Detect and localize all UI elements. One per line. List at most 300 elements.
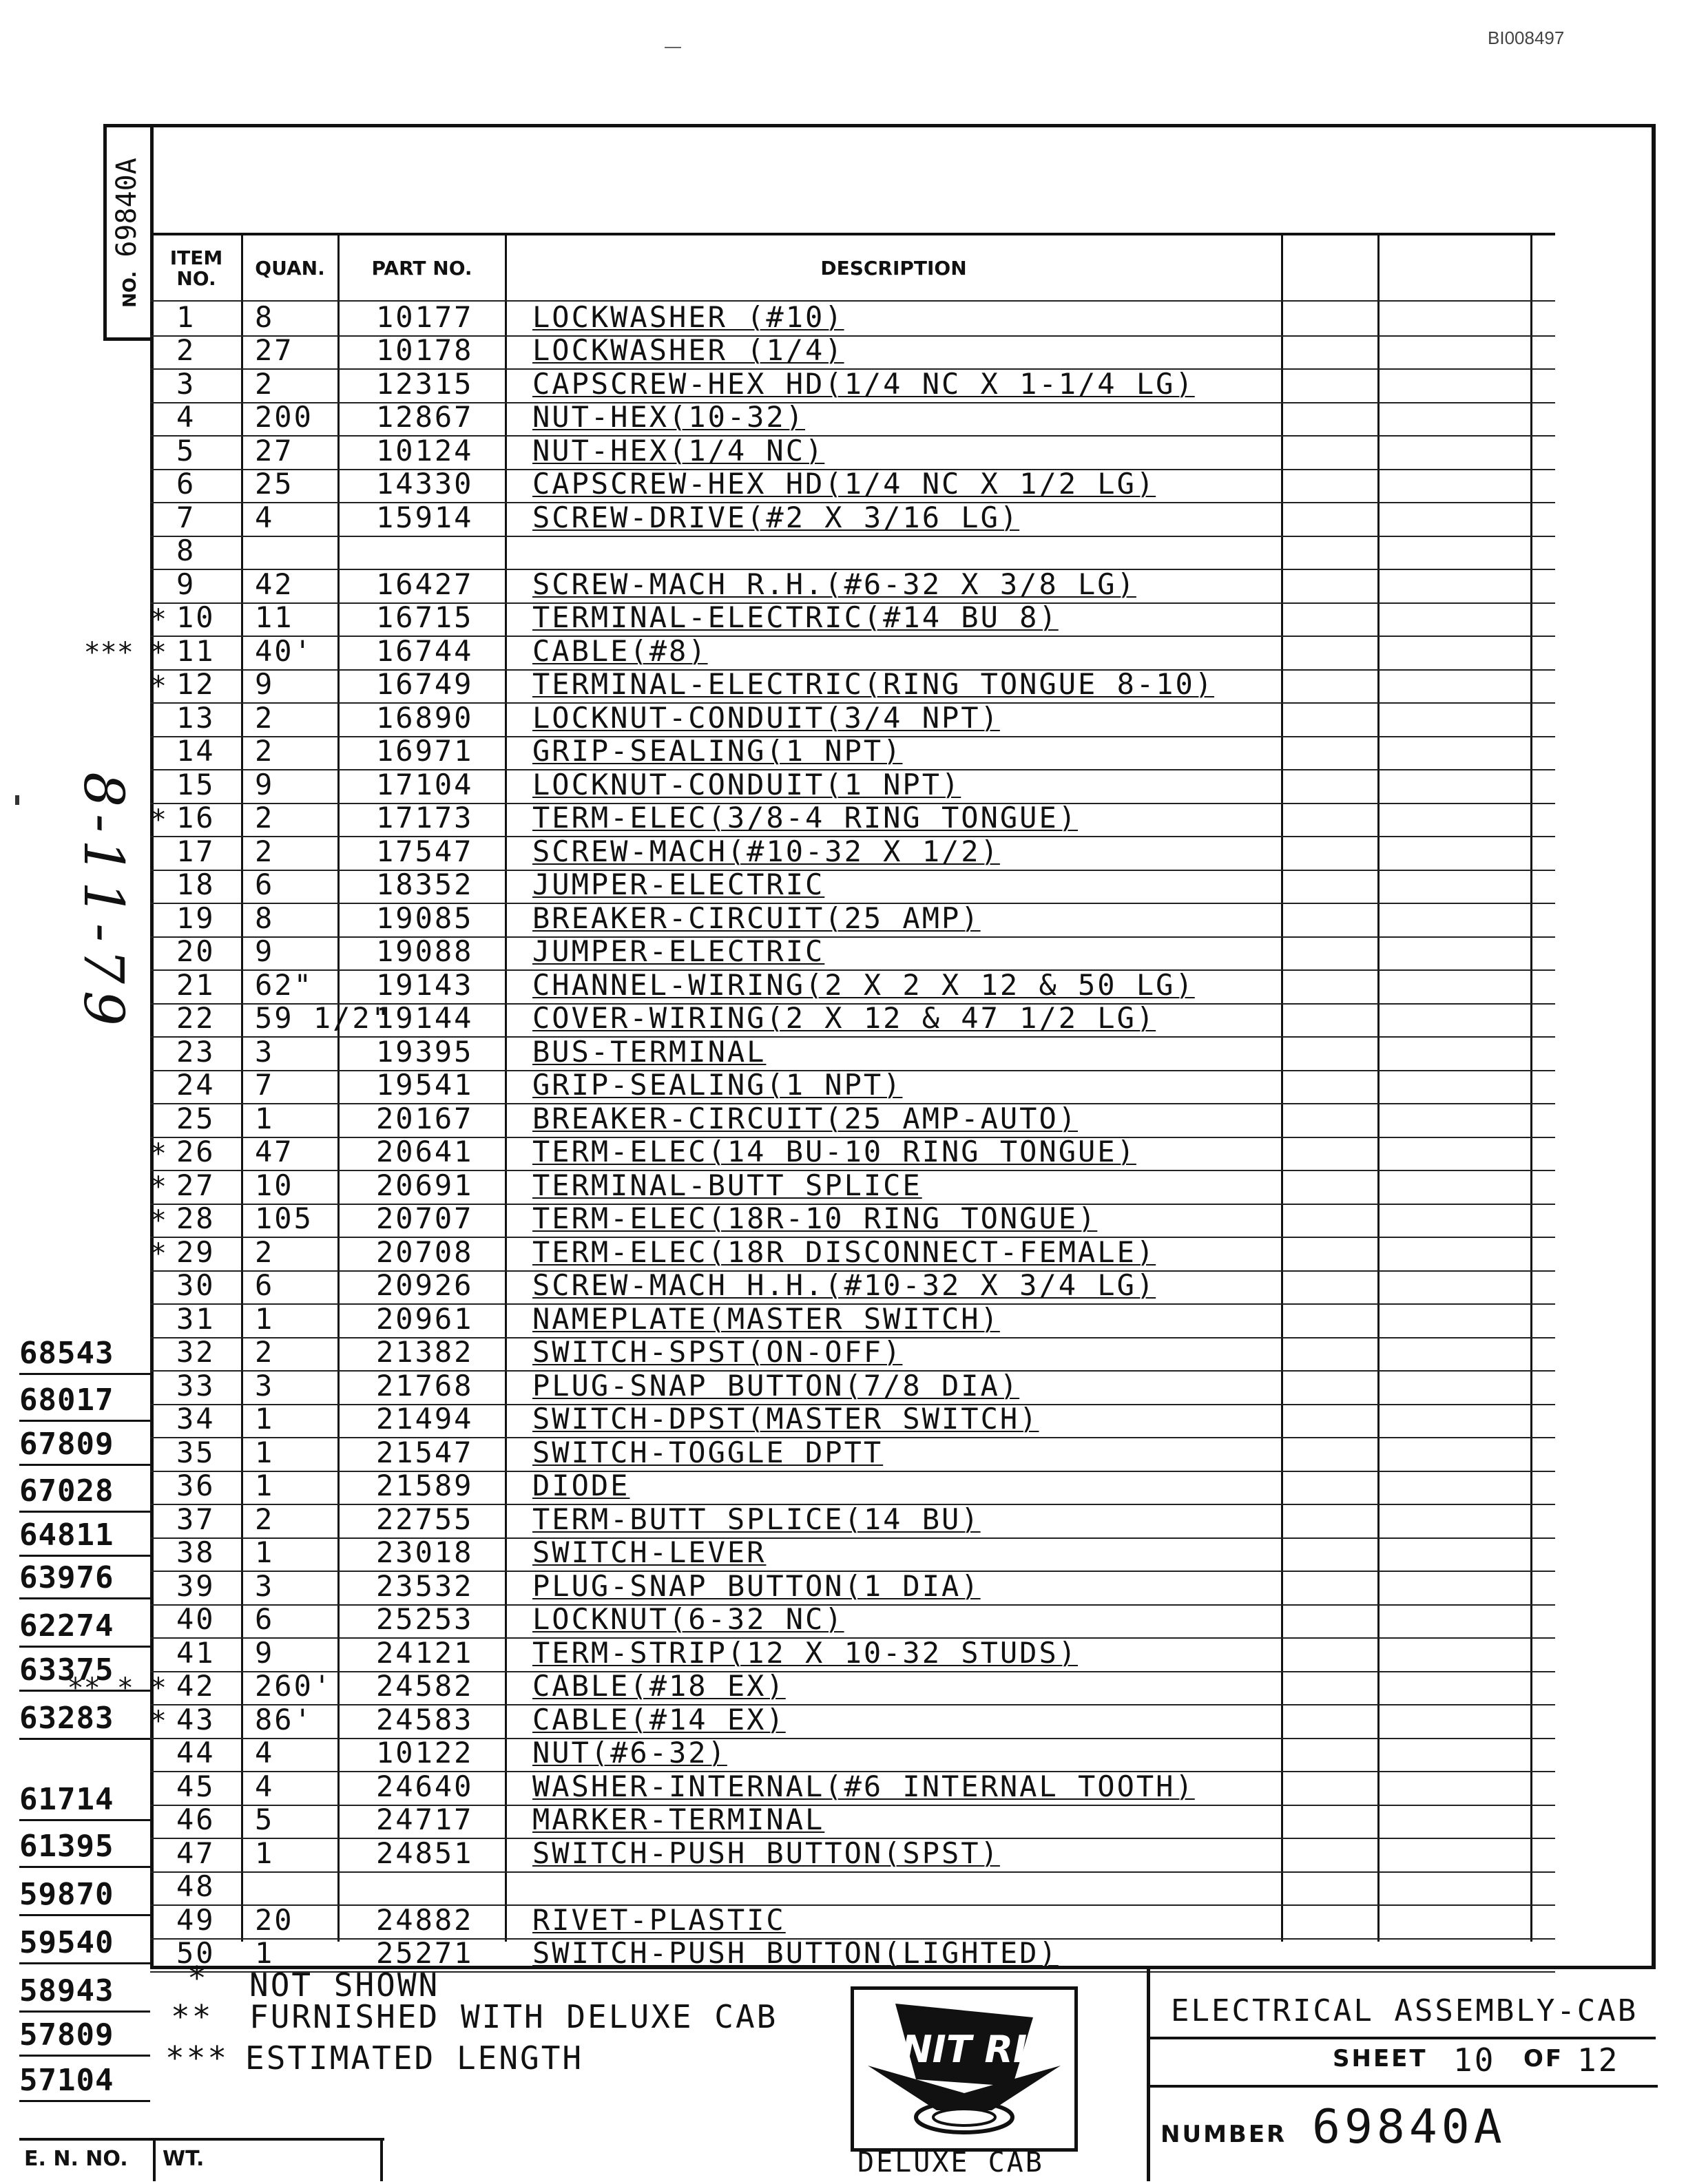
engineering-notice-rule — [19, 1914, 150, 1916]
item-cell: 29 — [176, 1235, 216, 1269]
item-cell: 16 — [176, 801, 216, 834]
item-cell: 5 — [176, 433, 196, 468]
item-cell: 18 — [176, 868, 216, 901]
table-row — [150, 1036, 1555, 1070]
description-cell: TERMINAL-ELECTRIC(#14 BU 8) — [532, 600, 1059, 634]
item-cell: 3 — [176, 366, 196, 401]
engineering-notice-number: 67028 — [19, 1473, 114, 1509]
quan-cell: 105 — [255, 1201, 313, 1235]
note-symbol-1: * — [187, 1960, 209, 1997]
quan-cell: 40' — [255, 633, 313, 668]
note-text-1: NOT SHOWN — [249, 1966, 440, 2004]
engineering-notice-number: 68543 — [19, 1336, 114, 1371]
description-cell: JUMPER-ELECTRIC — [532, 868, 825, 901]
part-number-cell: 16971 — [376, 734, 474, 768]
engineering-notice-number: 63976 — [19, 1560, 114, 1595]
unit-rig-logo — [851, 1986, 1078, 2152]
engineering-notice-rule — [19, 1738, 150, 1740]
quan-cell: 9 — [255, 767, 275, 801]
table-row — [150, 1303, 1555, 1337]
part-number-cell: 16715 — [376, 600, 474, 634]
part-number-cell: 20961 — [376, 1301, 474, 1336]
description-cell: SCREW-DRIVE(#2 X 3/16 LG) — [532, 500, 1020, 534]
quan-cell: 86' — [255, 1702, 313, 1736]
quan-cell: 2 — [255, 834, 275, 868]
table-row — [150, 1404, 1555, 1438]
part-number-cell: 19143 — [376, 967, 474, 1002]
table-row — [150, 1437, 1555, 1471]
sheet-total: 12 — [1577, 2041, 1620, 2079]
part-number-cell: 24121 — [376, 1635, 474, 1670]
part-number-cell: 25253 — [376, 1602, 474, 1636]
engineering-notice-number: 57104 — [19, 2063, 114, 2098]
note-symbol-3: *** — [165, 2039, 229, 2077]
item-cell: 22 — [176, 1001, 216, 1035]
item-cell: 17 — [176, 834, 216, 868]
table-row — [150, 602, 1555, 636]
item-cell: 48 — [176, 1869, 216, 1903]
number-label: NUMBER — [1161, 2121, 1287, 2148]
table-row — [150, 1805, 1555, 1838]
engineering-notice-rule — [19, 1597, 150, 1599]
description-cell: TERM-STRIP(12 X 10-32 STUDS) — [532, 1635, 1079, 1670]
description-cell: TERM-ELEC(18R DISCONNECT-FEMALE) — [532, 1235, 1156, 1269]
document-id: BI008497 — [1488, 28, 1565, 48]
wt-end — [380, 2138, 383, 2181]
engineering-notice-number: 58943 — [19, 1973, 114, 2008]
description-cell: DIODE — [532, 1469, 630, 1502]
item-cell: 42 — [176, 1669, 216, 1703]
item-cell: 13 — [176, 700, 216, 735]
part-number-cell: 18352 — [376, 868, 474, 901]
table-row — [150, 903, 1555, 936]
table-row — [150, 1671, 1555, 1705]
engineering-notice-number: 57809 — [19, 2017, 114, 2052]
logo-caption: DELUXE CAB — [857, 2147, 1044, 2178]
engineering-notice-number: 68017 — [19, 1383, 114, 1418]
item-cell: 33 — [176, 1368, 216, 1403]
item-cell: 31 — [176, 1301, 216, 1336]
description-cell: TERM-ELEC(3/8-4 RING TONGUE) — [532, 801, 1079, 834]
part-number-cell: 19395 — [376, 1034, 474, 1069]
quan-cell: 1 — [255, 1836, 275, 1870]
description-cell: CABLE(#18 EX) — [532, 1669, 786, 1703]
table-row — [150, 969, 1555, 1003]
title-rule-2 — [1149, 2085, 1658, 2088]
header-description: DESCRIPTION — [820, 257, 967, 280]
part-number-cell: 21768 — [376, 1368, 474, 1403]
quan-cell: 9 — [255, 934, 275, 968]
item-cell: 12 — [176, 667, 216, 701]
engineering-notice-number: 64811 — [19, 1518, 114, 1553]
description-cell: LOCKWASHER (#10) — [532, 300, 844, 334]
part-number-cell: 17104 — [376, 767, 474, 801]
header-quan: QUAN. — [255, 257, 325, 280]
description-cell: SWITCH-PUSH BUTTON(LIGHTED) — [532, 1936, 1059, 1970]
table-row — [150, 1270, 1555, 1304]
item-cell: 47 — [176, 1836, 216, 1870]
description-cell: PLUG-SNAP BUTTON(7/8 DIA) — [532, 1368, 1020, 1403]
no-label: NO. — [120, 271, 141, 308]
part-number-cell: 23018 — [376, 1535, 474, 1569]
part-number-cell: 20641 — [376, 1135, 474, 1168]
item-cell: 44 — [176, 1736, 216, 1770]
item-cell: 9 — [176, 567, 196, 601]
row-marker: * — [149, 1238, 167, 1270]
item-cell: 2 — [176, 333, 196, 367]
part-number-cell: 16890 — [376, 700, 474, 735]
table-row — [150, 335, 1555, 369]
description-cell: SCREW-MACH H.H.(#10-32 X 3/4 LG) — [532, 1268, 1156, 1302]
quan-cell: 11 — [255, 600, 294, 634]
engineering-notice-number: 59540 — [19, 1925, 114, 1960]
engineering-notice-number: 63375 — [19, 1652, 114, 1688]
row-marker: * — [149, 1171, 167, 1203]
engineering-notice-number: 61714 — [19, 1782, 114, 1817]
margin-date: 8-11-79 — [71, 771, 136, 1033]
item-cell: 6 — [176, 467, 196, 501]
description-cell: CAPSCREW-HEX HD(1/4 NC X 1/2 LG) — [532, 467, 1156, 501]
description-cell: MARKER-TERMINAL — [532, 1803, 825, 1836]
description-cell: COVER-WIRING(2 X 12 & 47 1/2 LG) — [532, 1001, 1156, 1035]
quan-cell: 20 — [255, 1902, 294, 1937]
table-row — [150, 435, 1555, 469]
quan-cell: 200 — [255, 400, 313, 434]
quan-cell: 1 — [255, 1936, 275, 1970]
table-row — [150, 1871, 1555, 1905]
part-number-cell: 21494 — [376, 1402, 474, 1436]
header-part: PART NO. — [371, 257, 472, 280]
description-cell: GRIP-SEALING(1 NPT) — [532, 1068, 903, 1102]
en-separator — [153, 2138, 156, 2181]
description-cell: NUT-HEX(1/4 NC) — [532, 433, 825, 468]
part-number-cell: 20707 — [376, 1201, 474, 1235]
quan-cell: 27 — [255, 333, 294, 367]
item-cell: 8 — [176, 534, 196, 567]
table-row — [150, 870, 1555, 903]
quan-cell: 1 — [255, 1469, 275, 1502]
quan-cell: 1 — [255, 1101, 275, 1135]
item-cell: 11 — [176, 633, 216, 668]
engineering-notice-rule — [19, 1464, 150, 1466]
item-cell: 14 — [176, 734, 216, 768]
description-cell: SWITCH-SPST(ON-OFF) — [532, 1335, 903, 1369]
part-number-cell: 10122 — [376, 1736, 474, 1770]
description-cell: TERMINAL-BUTT SPLICE — [532, 1168, 922, 1202]
part-number-cell: 20167 — [376, 1101, 474, 1135]
table-row — [150, 1738, 1555, 1772]
title-rule-1 — [1147, 2037, 1656, 2039]
sheet-label: SHEET — [1333, 2045, 1428, 2072]
description-cell: BREAKER-CIRCUIT(25 AMP-AUTO) — [532, 1101, 1079, 1135]
part-number-cell: 24851 — [376, 1836, 474, 1870]
quan-cell: 1 — [255, 1435, 275, 1469]
quan-cell: 8 — [255, 300, 275, 334]
table-row — [150, 736, 1555, 770]
description-cell: PLUG-SNAP BUTTON(1 DIA) — [532, 1568, 981, 1603]
quan-cell: 6 — [255, 868, 275, 901]
part-number-cell: 20926 — [376, 1268, 474, 1302]
engineering-notice-rule — [19, 1511, 150, 1513]
table-row — [150, 702, 1555, 736]
quan-cell: 47 — [255, 1135, 294, 1168]
description-cell: CABLE(#8) — [532, 633, 708, 668]
quan-cell: 5 — [255, 1803, 275, 1836]
quan-cell: 9 — [255, 667, 275, 701]
item-cell: 15 — [176, 767, 216, 801]
row-marker: * — [149, 1137, 167, 1170]
description-cell: LOCKWASHER (1/4) — [532, 333, 844, 367]
quan-cell: 62" — [255, 967, 313, 1002]
description-cell: LOCKNUT-CONDUIT(3/4 NPT) — [532, 700, 1000, 735]
quan-cell: 6 — [255, 1268, 275, 1302]
description-cell: SWITCH-DPST(MASTER SWITCH) — [532, 1402, 1039, 1436]
part-number-cell: 24583 — [376, 1702, 474, 1736]
description-cell: WASHER-INTERNAL(#6 INTERNAL TOOTH) — [532, 1769, 1195, 1803]
description-cell: NAMEPLATE(MASTER SWITCH) — [532, 1301, 1000, 1336]
quan-cell: 3 — [255, 1368, 275, 1403]
item-cell: 20 — [176, 934, 216, 968]
item-cell: 25 — [176, 1101, 216, 1135]
table-row — [150, 502, 1555, 536]
description-cell: BREAKER-CIRCUIT(25 AMP) — [532, 901, 981, 935]
quan-cell: 2 — [255, 366, 275, 401]
item-cell: 23 — [176, 1034, 216, 1069]
quan-cell: 8 — [255, 901, 275, 935]
engineering-notice-number: 59870 — [19, 1877, 114, 1912]
row-marker: *** * — [83, 637, 167, 669]
part-number-cell: 24640 — [376, 1769, 474, 1803]
note-text-3: ESTIMATED LENGTH — [245, 2039, 584, 2077]
engineering-notice-rule — [19, 2010, 150, 2013]
table-row — [150, 569, 1555, 602]
quan-cell: 3 — [255, 1568, 275, 1603]
row-marker: * — [149, 804, 167, 836]
quan-cell: 7 — [255, 1068, 275, 1102]
quan-cell: 3 — [255, 1034, 275, 1069]
quan-cell: 27 — [255, 433, 294, 468]
table-row — [150, 536, 1555, 569]
item-cell: 26 — [176, 1135, 216, 1168]
quan-cell: 2 — [255, 734, 275, 768]
table-row — [150, 402, 1555, 436]
description-cell: LOCKNUT(6-32 NC) — [532, 1602, 844, 1636]
table-row — [150, 1237, 1555, 1270]
part-number-cell: 21382 — [376, 1335, 474, 1369]
table-row — [150, 836, 1555, 870]
part-number-cell: 15914 — [376, 500, 474, 534]
row-marker: ** * * — [67, 1672, 167, 1704]
part-number-cell: 16744 — [376, 633, 474, 668]
part-number-cell: 24882 — [376, 1902, 474, 1937]
description-cell: CAPSCREW-HEX HD(1/4 NC X 1-1/4 LG) — [532, 366, 1195, 401]
drawing-title: ELECTRICAL ASSEMBLY-CAB — [1171, 1993, 1638, 2028]
description-cell: TERM-ELEC(14 BU-10 RING TONGUE) — [532, 1135, 1136, 1168]
item-cell: 39 — [176, 1568, 216, 1603]
table-row — [150, 1637, 1555, 1671]
engineering-notice-rule — [19, 1962, 150, 1964]
table-row — [150, 469, 1555, 503]
description-cell: NUT-HEX(10-32) — [532, 400, 806, 434]
part-number-cell: 14330 — [376, 467, 474, 501]
quan-cell: 1 — [255, 1301, 275, 1336]
note-symbol-2: ** — [171, 1998, 214, 2035]
engineering-notice-rule — [19, 2100, 150, 2102]
item-cell: 41 — [176, 1635, 216, 1670]
part-number-cell: 20708 — [376, 1235, 474, 1269]
item-cell: 32 — [176, 1335, 216, 1369]
quan-cell: 42 — [255, 567, 294, 601]
description-cell: SWITCH-LEVER — [532, 1535, 767, 1569]
item-cell: 46 — [176, 1803, 216, 1836]
part-number-cell: 21547 — [376, 1435, 474, 1469]
row-marker: * — [149, 1204, 167, 1237]
item-cell: 45 — [176, 1769, 216, 1803]
table-row — [150, 1704, 1555, 1738]
part-number-cell: 16427 — [376, 567, 474, 601]
description-cell: TERM-ELEC(18R-10 RING TONGUE) — [532, 1201, 1098, 1235]
table-row — [150, 1103, 1555, 1137]
quan-cell: 4 — [255, 1736, 275, 1770]
header-top-rule — [150, 233, 1555, 235]
description-cell: SWITCH-PUSH BUTTON(SPST) — [532, 1836, 1000, 1870]
item-cell: 43 — [176, 1702, 216, 1736]
item-cell: 4 — [176, 400, 196, 434]
item-cell: 35 — [176, 1435, 216, 1469]
item-cell: 24 — [176, 1068, 216, 1102]
part-number-cell: 19144 — [376, 1001, 474, 1035]
part-number-cell: 16749 — [376, 667, 474, 701]
quan-cell: 2 — [255, 801, 275, 834]
description-cell: SCREW-MACH R.H.(#6-32 X 3/8 LG) — [532, 567, 1136, 601]
engineering-notice-rule — [19, 1646, 150, 1648]
description-cell: TERMINAL-ELECTRIC(RING TONGUE 8-10) — [532, 667, 1215, 701]
item-cell: 49 — [176, 1902, 216, 1937]
logo-text: UNIT RIG — [871, 2028, 1058, 2071]
item-cell: 10 — [176, 600, 216, 634]
table-row — [150, 1604, 1555, 1638]
vertical-drawing-number — [103, 124, 150, 341]
item-cell: 1 — [176, 300, 196, 334]
table-row — [150, 669, 1555, 703]
table-row — [150, 1370, 1555, 1404]
part-number-cell: 10178 — [376, 333, 474, 367]
quan-cell: 9 — [255, 1635, 275, 1670]
margin-tick — [15, 795, 19, 805]
of-label: OF — [1523, 2045, 1564, 2072]
part-number-cell: 12315 — [376, 366, 474, 401]
engineering-notice-number: 61395 — [19, 1829, 114, 1864]
part-number-cell: 17173 — [376, 801, 474, 834]
quan-cell: 25 — [255, 467, 294, 501]
wt-label: WT. — [163, 2147, 205, 2171]
drawing-number: 69840A — [1312, 2100, 1506, 2154]
part-number-cell: 19085 — [376, 901, 474, 935]
item-cell: 38 — [176, 1535, 216, 1569]
table-row — [150, 803, 1555, 837]
table-row — [150, 633, 1555, 669]
table-row — [150, 1838, 1555, 1871]
row-marker: * — [149, 603, 167, 636]
table-row — [150, 1137, 1555, 1170]
quan-cell: 10 — [255, 1168, 294, 1202]
description-cell: JUMPER-ELECTRIC — [532, 934, 825, 968]
description-cell: TERM-BUTT SPLICE(14 BU) — [532, 1502, 981, 1536]
table-row — [150, 1904, 1555, 1938]
description-cell: NUT(#6-32) — [532, 1736, 727, 1770]
table-row — [150, 1201, 1555, 1237]
engineering-notice-rule — [19, 1819, 150, 1821]
part-number-cell: 23532 — [376, 1568, 474, 1603]
description-cell: RIVET-PLASTIC — [532, 1902, 786, 1937]
engineering-notice-number: 67809 — [19, 1427, 114, 1462]
table-row — [150, 1070, 1555, 1104]
quan-cell: 1 — [255, 1402, 275, 1436]
part-number-cell: 20691 — [376, 1168, 474, 1202]
item-cell: 30 — [176, 1268, 216, 1302]
item-cell: 34 — [176, 1402, 216, 1436]
table-row — [150, 302, 1555, 335]
part-number-cell: 19088 — [376, 934, 474, 968]
quan-cell: 1 — [255, 1535, 275, 1569]
item-cell: 27 — [176, 1168, 216, 1202]
part-number-cell: 19541 — [376, 1068, 474, 1102]
engineering-notice-number: 62274 — [19, 1608, 114, 1644]
en-label: E. N. NO. — [24, 2147, 128, 2171]
description-cell: SWITCH-TOGGLE DPTT — [532, 1435, 884, 1469]
quan-cell: 2 — [255, 1335, 275, 1369]
quan-cell: 2 — [255, 1502, 275, 1536]
engineering-notice-rule — [19, 1866, 150, 1868]
description-cell: BUS-TERMINAL — [532, 1034, 767, 1069]
table-row — [150, 1568, 1555, 1604]
part-number-cell: 25271 — [376, 1936, 474, 1970]
description-cell: SCREW-MACH(#10-32 X 1/2) — [532, 834, 1000, 868]
part-number-cell: 10177 — [376, 300, 474, 334]
table-row — [150, 1337, 1555, 1371]
part-number-cell: 24582 — [376, 1669, 474, 1703]
engineering-notice-rule — [19, 1373, 150, 1375]
quan-cell: 2 — [255, 700, 275, 735]
item-cell: 40 — [176, 1602, 216, 1636]
engineering-notice-number: 63283 — [19, 1701, 114, 1736]
table-row — [150, 1003, 1555, 1037]
part-number-cell: 17547 — [376, 834, 474, 868]
item-cell: 19 — [176, 901, 216, 935]
note-text-2: FURNISHED WITH DELUXE CAB — [249, 1998, 778, 2035]
part-number-cell: 22755 — [376, 1502, 474, 1536]
quan-cell: 2 — [255, 1235, 275, 1269]
table-row — [150, 1504, 1555, 1537]
table-row — [150, 1537, 1555, 1571]
part-number-cell: 24717 — [376, 1803, 474, 1836]
quan-cell: 4 — [255, 500, 275, 534]
table-row — [150, 1771, 1555, 1805]
item-cell: 28 — [176, 1201, 216, 1235]
item-cell: 50 — [176, 1936, 216, 1970]
header-item: ITEM NO. — [169, 246, 223, 290]
no-value: 69840A — [111, 157, 143, 258]
description-cell: CABLE(#14 EX) — [532, 1702, 786, 1736]
engineering-notice-rule — [19, 1555, 150, 1557]
item-cell: 21 — [176, 967, 216, 1002]
item-cell: 36 — [176, 1469, 216, 1502]
part-number-cell: 21589 — [376, 1469, 474, 1502]
table-row — [150, 1170, 1555, 1204]
row-marker: * — [149, 670, 167, 702]
description-cell: LOCKNUT-CONDUIT(1 NPT) — [532, 767, 961, 801]
part-number-cell: 12867 — [376, 400, 474, 434]
